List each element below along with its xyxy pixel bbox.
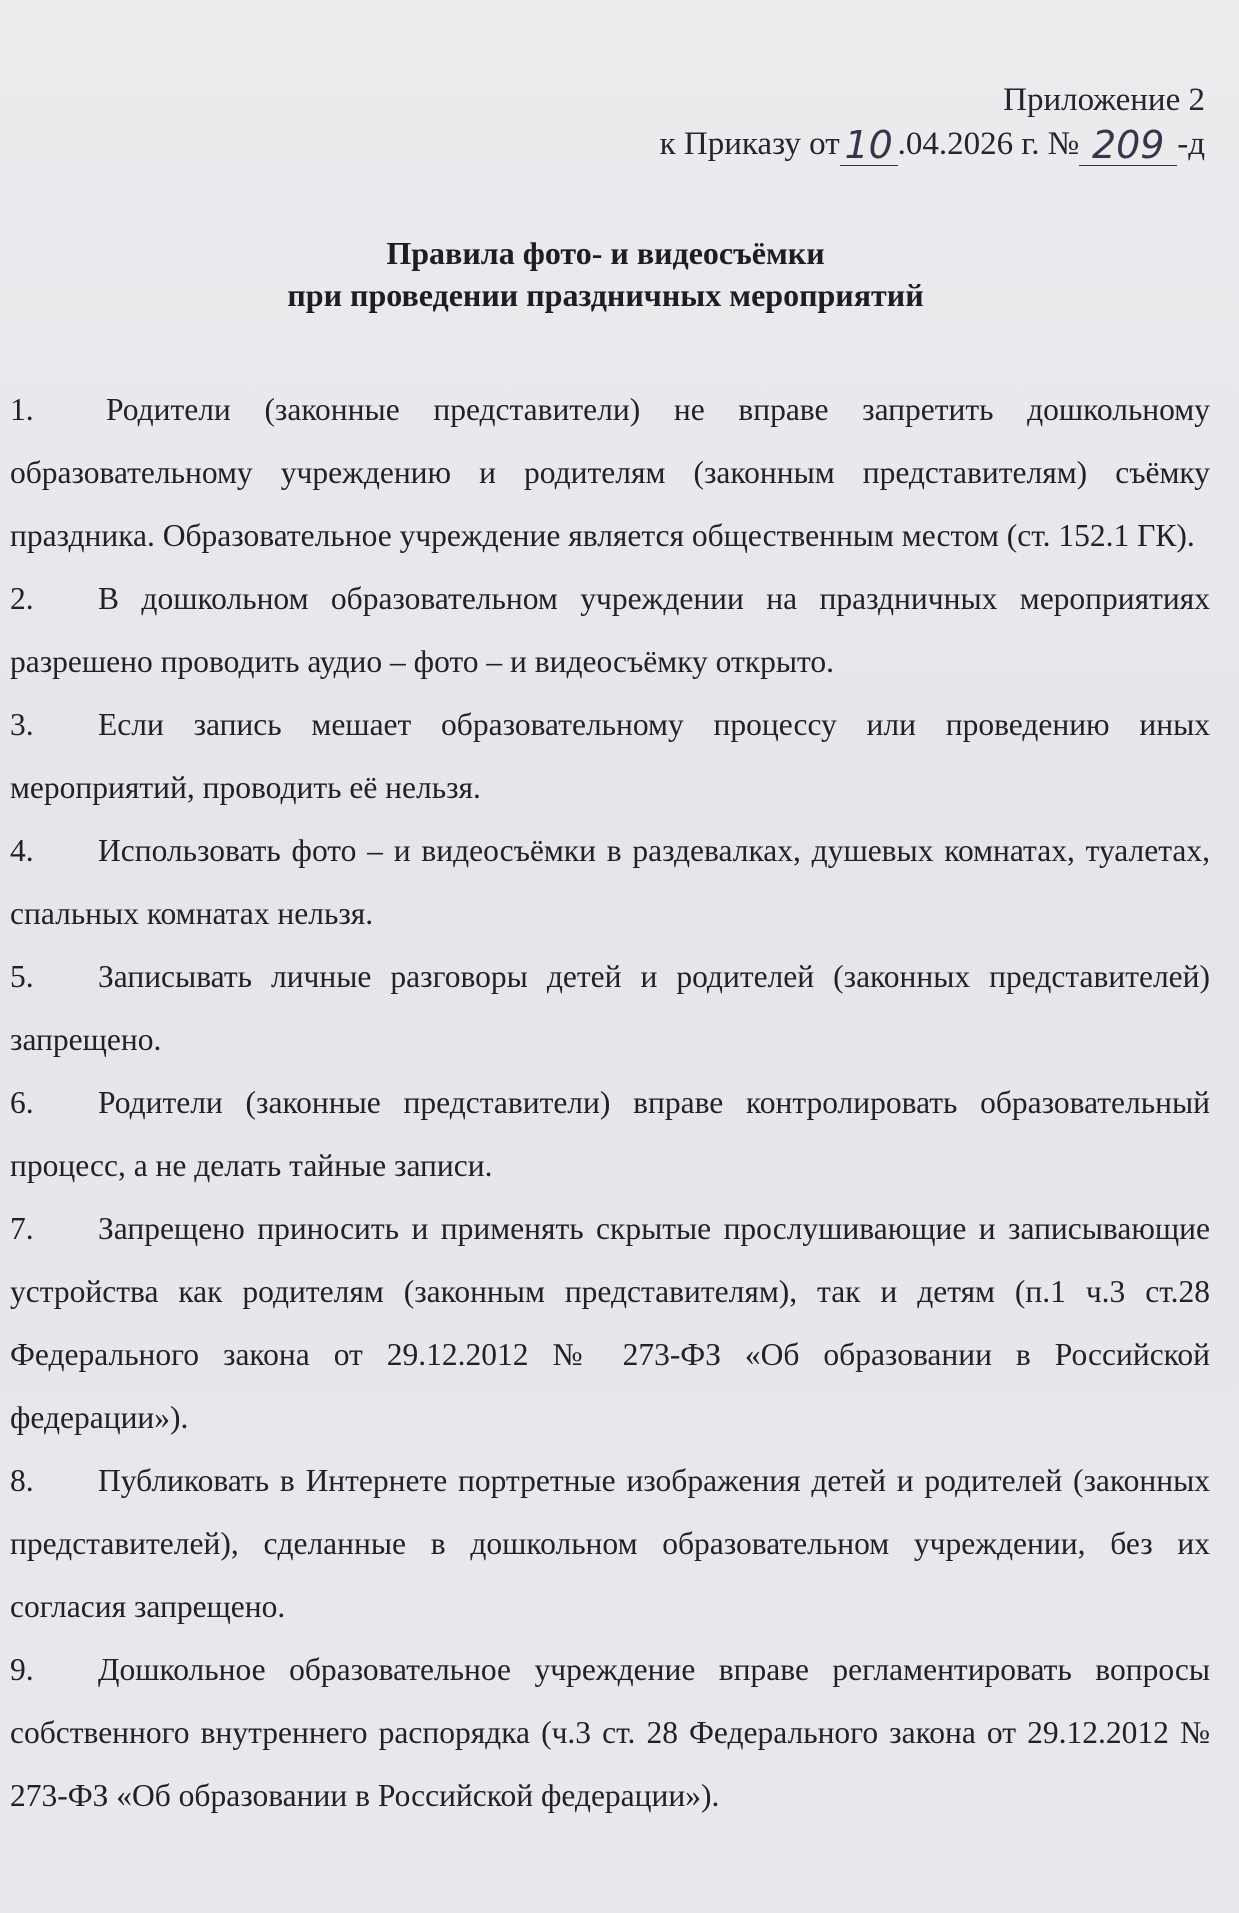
rule-text: Дошкольное образовательное учреждение вправе регламентировать вопросы собственного внутреннего распорядка (ч.3 ст. 28 Федерального закона от 29.12.2012 № 273-ФЗ «Об образовании в Российской федерации»). bbox=[10, 1652, 1210, 1813]
rule-text: В дошкольном образовательном учреждении на праздничных мероприятиях разрешено проводить аудио – фото – и видеосъёмку открыто. bbox=[10, 581, 1210, 679]
rule-number: 3. bbox=[10, 707, 34, 742]
title-line-1: Правила фото- и видеосъёмки bbox=[386, 235, 825, 271]
order-suffix: -д bbox=[1177, 126, 1205, 162]
handwritten-order-day: 10 bbox=[840, 125, 898, 166]
rule-text: Запрещено приносить и применять скрытые прослушивающие и записывающие устройства как родителям (законным представителям), так и детям (п.1 ч.3 ст.28 Федерального закона от 29.12.2012 № 273-ФЗ «Об образовании в Российской федерации»). bbox=[10, 1211, 1210, 1435]
order-reference bbox=[660, 122, 1205, 166]
appendix-label: Приложение 2 bbox=[1003, 82, 1205, 118]
rule-item bbox=[10, 945, 1210, 1071]
order-date-rest: .04.2026 г. № bbox=[897, 126, 1080, 162]
rule-item bbox=[10, 1071, 1210, 1197]
rule-item bbox=[10, 693, 1210, 819]
rule-item bbox=[10, 819, 1210, 945]
rule-number: 2. bbox=[10, 581, 34, 616]
rule-item bbox=[10, 378, 1210, 567]
rules-list bbox=[10, 378, 1210, 1827]
rule-item bbox=[10, 1197, 1210, 1449]
order-prefix: к Приказу от bbox=[659, 126, 840, 162]
rule-number: 8. bbox=[10, 1463, 34, 1498]
rule-number: 9. bbox=[10, 1652, 34, 1687]
appendix-header bbox=[660, 78, 1205, 166]
title-line-2: при проведении праздничных мероприятий bbox=[287, 277, 924, 313]
rule-text: Родители (законные представители) вправе контролировать образовательный процесс, а не делать тайные записи. bbox=[10, 1085, 1210, 1183]
rule-item bbox=[10, 567, 1210, 693]
rule-text: Публиковать в Интернете портретные изображения детей и родителей (законных представителей), сделанные в дошкольном образовательном учреждении, без их согласия запрещено. bbox=[10, 1463, 1210, 1624]
rule-number: 6. bbox=[10, 1085, 34, 1120]
handwritten-order-number: 209 bbox=[1079, 125, 1177, 166]
rule-text: Если запись мешает образовательному процессу или проведению иных мероприятий, проводить её нельзя. bbox=[10, 707, 1210, 805]
rule-text: Записывать личные разговоры детей и родителей (законных представителей) запрещено. bbox=[10, 959, 1210, 1057]
rule-item bbox=[10, 1449, 1210, 1638]
rule-item bbox=[10, 1638, 1210, 1827]
rule-number: 4. bbox=[10, 833, 34, 868]
rule-text: Использовать фото – и видеосъёмки в раздевалках, душевых комнатах, туалетах, спальных комнатах нельзя. bbox=[10, 833, 1210, 931]
rule-text: Родители (законные представители) не вправе запретить дошкольному образовательному учреждению и родителям (законным представителям) съёмку праздника. Образовательное учреждение является общественным местом (ст. 152.1 ГК). bbox=[10, 392, 1210, 553]
rule-number: 7. bbox=[10, 1211, 34, 1246]
rule-number: 1. bbox=[10, 392, 34, 427]
rule-number: 5. bbox=[10, 959, 34, 994]
document-title bbox=[0, 232, 1239, 316]
